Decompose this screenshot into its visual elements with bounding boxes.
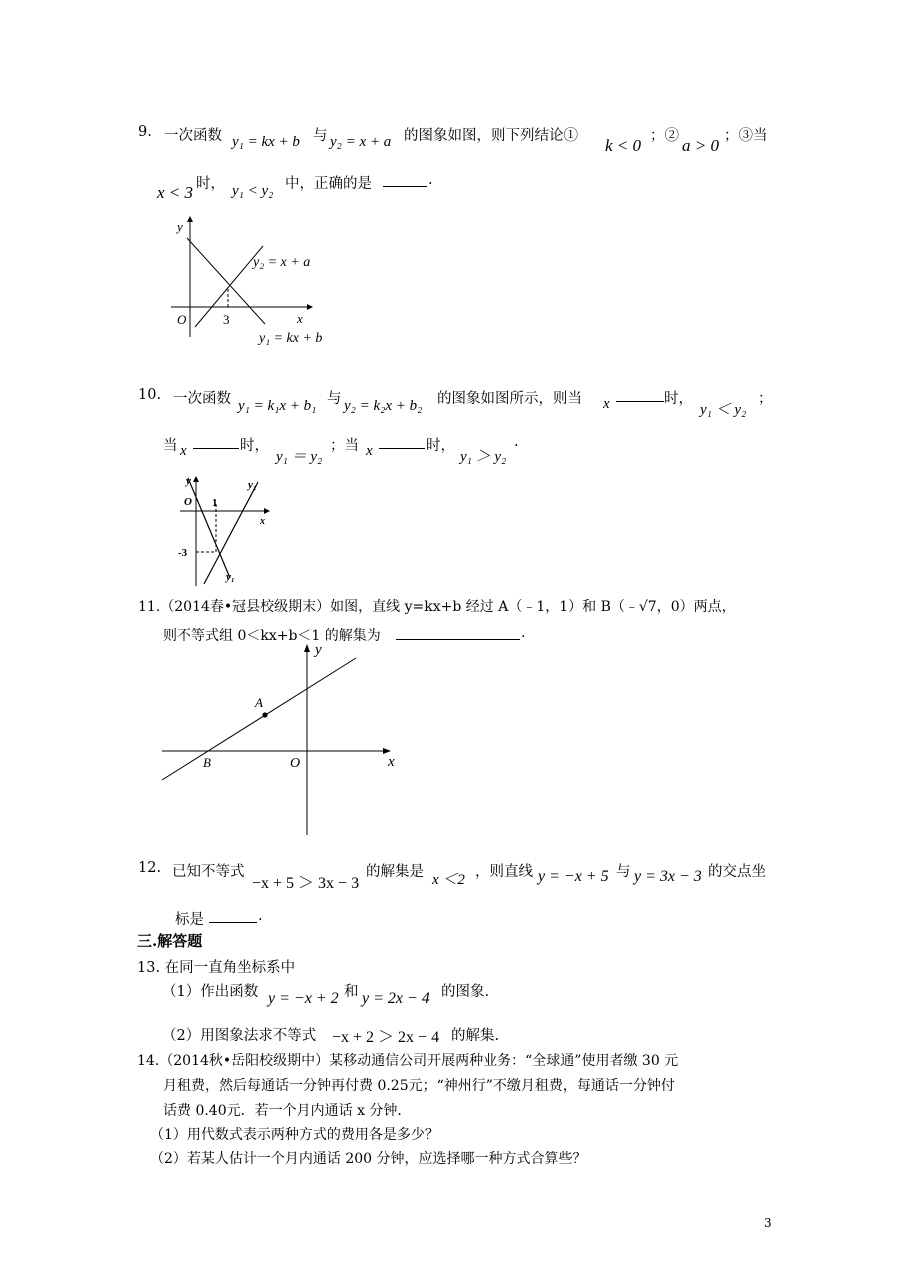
point-a-label: A	[255, 695, 263, 710]
q10-x: x	[180, 443, 187, 459]
line-y1-label: y₁ = kx + b	[259, 331, 323, 346]
q13-text: 和	[344, 984, 359, 1000]
q9-text: ；②	[650, 128, 679, 144]
tick-label: 3	[223, 312, 230, 327]
q9-equation-2: y₂ = x + a	[330, 134, 392, 150]
page-number: 3	[764, 1216, 772, 1230]
q9-text: 一次函数	[164, 128, 222, 144]
q9-answer-blank	[383, 172, 427, 187]
q11-graph	[160, 640, 400, 840]
q10-text: .	[514, 434, 519, 450]
q12-line-1: y = −x + 5	[538, 868, 609, 885]
tick-x-label: 1	[212, 497, 218, 509]
q14-line-3: 话费 0.40元．若一个月内通话 x 分钟．	[163, 1103, 412, 1119]
q10-blank-2	[193, 434, 239, 449]
q11-answer-blank	[396, 625, 520, 640]
q13-text: 的图象.	[441, 984, 490, 1000]
origin-label: O	[184, 496, 192, 508]
q13-function-2: y = 2x − 4	[362, 990, 430, 1007]
q10-text: 时，	[426, 438, 455, 454]
x-label: x	[260, 516, 265, 527]
q9-text: 时，	[196, 176, 225, 192]
q14-question-1: （1）用代数式表示两种方式的费用各是多少？	[150, 1127, 439, 1143]
q11-line-2: 则不等式组 0＜kx+b＜1 的解集为	[163, 628, 381, 644]
q12-solution: x ＜2	[432, 872, 465, 888]
q12-end: .	[258, 908, 263, 924]
q12-line-2: y = 3x − 3	[634, 868, 702, 885]
q9-condition-3a: x < 3	[157, 183, 194, 202]
q13-line-1: 13. 在同一直角坐标系中	[137, 960, 296, 976]
q12-text: 的解集是	[366, 864, 424, 880]
q12-number: 12.	[138, 860, 162, 876]
q10-number: 10.	[138, 387, 162, 403]
y1-label: y₁	[226, 571, 235, 583]
q10-text: 与	[327, 391, 342, 407]
origin-label: O	[290, 756, 301, 771]
q10-x: x	[603, 396, 610, 412]
q12-line-2-text: 标是	[175, 912, 204, 928]
q9-condition-3b: y₁ < y₂	[232, 183, 274, 199]
y2-label: y₂	[248, 479, 257, 491]
q13-function-1: y = −x + 2	[268, 990, 339, 1007]
q9-text: 与	[313, 128, 328, 144]
x-axis-arrow	[307, 304, 313, 310]
q11-end: .	[521, 625, 526, 641]
x-axis-arrow	[264, 508, 270, 514]
y-label: y	[177, 219, 183, 234]
q12-text: 与	[616, 864, 631, 880]
q10-text: 当	[163, 438, 178, 454]
q14-line-1: 14.（2014秋•岳阳校级期中）某移动通信公司开展两种业务：“全球通”使用者缴 30 元	[137, 1053, 679, 1069]
q9-text: .	[428, 172, 433, 188]
q10-blank-1	[616, 387, 664, 402]
q10-text: 时，	[240, 438, 269, 454]
q11-line-1: 11.（2014春•冠县校级期末）如图，直线 y=kx+b 经过 A（﹣1，1）和 B（﹣√7，0）两点，	[138, 599, 736, 615]
q12-answer-blank	[209, 908, 257, 923]
q10-text: 的图象如图所示，则当	[437, 391, 582, 407]
line-y1	[188, 478, 230, 578]
x-label: x	[388, 754, 395, 770]
y-axis-arrow	[304, 644, 310, 652]
q10-relation-2: y₁ ＝ y₂	[276, 449, 323, 465]
y-label: y	[186, 475, 191, 487]
q10-graph	[178, 474, 278, 589]
section-title: 三.解答题	[137, 932, 203, 950]
q13-part-1-text: （1）作出函数	[162, 984, 259, 1000]
x-label: x	[297, 311, 303, 326]
line-kx-plus-b	[162, 658, 356, 780]
q10-x: x	[366, 443, 373, 459]
q9-text: 的图象如图，则下列结论①	[404, 128, 578, 144]
q13-part-2-text: （2）用图象法求不等式	[162, 1028, 317, 1044]
tick-y-label: -3	[178, 547, 188, 559]
q12-text: 的交点坐	[708, 864, 766, 880]
point-a	[262, 712, 267, 717]
q10-text: ；	[758, 391, 773, 407]
y-label: y	[315, 642, 322, 658]
q9-number: 9.	[138, 124, 152, 140]
q12-text: 已知不等式	[172, 864, 245, 880]
q10-text: ；当	[330, 438, 359, 454]
q9-text: 中，正确的是	[285, 176, 372, 192]
y-axis-arrow	[193, 476, 199, 482]
q14-line-2: 月租费，然后每通话一分钟再付费 0.25元；“神州行”不缴月租费，每通话一分钟付	[163, 1078, 675, 1094]
q9-graph	[165, 212, 350, 352]
point-b-label: B	[203, 755, 211, 770]
q10-text: 一次函数	[173, 391, 231, 407]
origin-label: O	[177, 312, 187, 327]
q10-equation-2: y₂ = k₂x + b₂	[344, 398, 423, 414]
q14-question-2: （2）若某人估计一个月内通话 200 分钟，应选择哪一种方式合算些？	[150, 1151, 587, 1167]
q9-equation-1: y₁ = kx + b	[232, 134, 300, 150]
q10-blank-3	[379, 434, 425, 449]
q9-condition-2: a > 0	[682, 136, 719, 155]
q10-relation-3: y₁ ＞ y₂	[460, 449, 507, 465]
line-y2-label: y₂ = x + a	[253, 255, 311, 270]
q10-relation-1: y₁ ＜ y₂	[700, 402, 747, 418]
q9-text: ；③当	[724, 128, 768, 144]
q10-equation-1: y₁ = k₁x + b₁	[238, 398, 317, 414]
q10-text: 时，	[664, 391, 693, 407]
q12-inequality: −x + 5 ＞ 3x − 3	[252, 875, 360, 892]
q9-condition-1: k < 0	[605, 136, 642, 155]
y-axis-arrow	[187, 216, 193, 222]
q13-text: 的解集.	[451, 1028, 500, 1044]
q12-text: ，则直线	[475, 864, 533, 880]
q13-inequality: −x + 2 ＞ 2x − 4	[332, 1029, 440, 1046]
